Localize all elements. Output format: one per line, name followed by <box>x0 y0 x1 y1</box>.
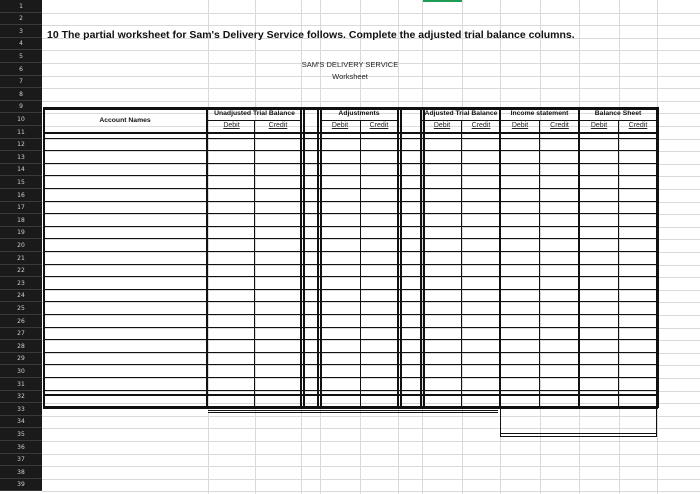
border-line <box>400 107 402 408</box>
border-line <box>43 138 658 139</box>
row-gridline <box>42 101 700 102</box>
row-gridline <box>42 189 700 190</box>
border-line <box>500 436 657 437</box>
border-line <box>656 408 657 436</box>
row-number[interactable]: 25 <box>0 302 42 315</box>
row-number[interactable]: 7 <box>0 76 42 88</box>
row-gridline <box>42 290 700 291</box>
adjusted-trial-balance-header: Adjusted Trial Balance <box>424 110 498 117</box>
border-line <box>423 107 425 408</box>
border-line <box>43 276 658 277</box>
border-line <box>208 120 300 121</box>
row-gridline <box>42 265 700 266</box>
row-gridline <box>42 416 700 417</box>
column-gridline <box>540 0 541 494</box>
column-gridline <box>619 0 620 494</box>
row-number[interactable]: 6 <box>0 63 42 76</box>
row-gridline <box>42 214 700 215</box>
company-name: SAM'S DELIVERY SERVICE <box>301 60 399 69</box>
bs-credit-label: Credit <box>628 122 648 129</box>
row-gridline <box>42 239 700 240</box>
bs-debit-label: Debit <box>590 122 608 129</box>
border-line <box>206 107 208 408</box>
utb-credit-label: Credit <box>268 122 288 129</box>
active-column-indicator <box>422 0 462 2</box>
row-number[interactable]: 37 <box>0 454 42 466</box>
row-gridline <box>42 151 700 152</box>
row-gridline <box>42 176 700 177</box>
border-line <box>43 201 658 202</box>
row-number[interactable]: 16 <box>0 189 42 202</box>
row-number[interactable]: 11 <box>0 126 42 139</box>
border-line <box>500 433 657 434</box>
is-debit-label: Debit <box>511 122 529 129</box>
border-line <box>43 301 658 302</box>
income-statement-header: Income statement <box>510 110 569 117</box>
row-gridline <box>42 50 700 51</box>
column-gridline <box>255 0 256 494</box>
column-gridline <box>462 0 463 494</box>
border-line <box>43 132 658 134</box>
row-number[interactable]: 22 <box>0 265 42 277</box>
row-gridline <box>42 428 700 429</box>
adjustments-header: Adjustments <box>338 110 380 117</box>
unadjusted-trial-balance-header: Unadjusted Trial Balance <box>214 110 295 117</box>
row-gridline <box>42 353 700 354</box>
border-line <box>500 120 578 121</box>
row-number[interactable]: 9 <box>0 101 42 113</box>
row-number[interactable]: 21 <box>0 252 42 265</box>
row-gridline <box>42 139 700 140</box>
row-number[interactable]: 5 <box>0 50 42 63</box>
row-number[interactable]: 19 <box>0 227 42 239</box>
row-number[interactable]: 3 <box>0 25 42 38</box>
account-names-header: Account Names <box>99 117 151 124</box>
row-number[interactable]: 36 <box>0 441 42 454</box>
row-gridline <box>42 202 700 203</box>
row-gridline <box>42 454 700 455</box>
border-line <box>43 163 658 164</box>
border-line <box>43 107 45 408</box>
row-number[interactable]: 33 <box>0 403 42 416</box>
border-line <box>43 238 658 239</box>
border-line <box>43 364 658 365</box>
border-line <box>500 408 501 436</box>
border-line <box>43 314 658 315</box>
row-number[interactable]: 30 <box>0 365 42 378</box>
row-gridline <box>42 491 700 492</box>
row-gridline <box>42 277 700 278</box>
row-number[interactable]: 1 <box>0 0 42 13</box>
border-line <box>317 107 319 408</box>
row-gridline <box>42 328 700 329</box>
border-line <box>300 107 302 408</box>
row-gridline <box>42 227 700 228</box>
border-line <box>43 339 658 340</box>
row-number[interactable]: 29 <box>0 353 42 365</box>
border-line <box>43 327 658 328</box>
row-number[interactable]: 8 <box>0 88 42 101</box>
row-number[interactable]: 27 <box>0 328 42 340</box>
row-number[interactable]: 32 <box>0 391 42 403</box>
border-line <box>578 107 580 408</box>
border-line <box>43 226 658 227</box>
row-number[interactable]: 10 <box>0 113 42 126</box>
is-credit-label: Credit <box>550 122 569 129</box>
row-number[interactable]: 35 <box>0 428 42 441</box>
row-number[interactable]: 28 <box>0 340 42 353</box>
border-line <box>208 412 498 413</box>
row-number[interactable]: 20 <box>0 239 42 252</box>
border-line <box>422 120 499 121</box>
row-number[interactable]: 4 <box>0 38 42 50</box>
atb-credit-label: Credit <box>471 122 491 129</box>
worksheet-title: 10 The partial worksheet for Sam's Delivery Service follows. Complete the adjusted trial balance columns. <box>47 29 575 41</box>
row-number[interactable]: 39 <box>0 479 42 491</box>
row-gridline <box>42 378 700 379</box>
border-line <box>303 107 305 408</box>
row-number[interactable]: 24 <box>0 290 42 302</box>
row-number[interactable]: 17 <box>0 202 42 214</box>
row-gridline <box>42 479 700 480</box>
report-name: Worksheet <box>332 72 368 81</box>
row-number[interactable]: 12 <box>0 139 42 151</box>
border-line <box>320 120 397 121</box>
row-gridline <box>42 315 700 316</box>
utb-debit-label: Debit <box>223 122 240 129</box>
border-line <box>43 188 658 189</box>
row-gridline <box>42 164 700 165</box>
row-gridline <box>42 340 700 341</box>
border-line <box>43 289 658 290</box>
row-gridline <box>42 403 700 404</box>
row-gridline <box>42 13 700 14</box>
border-line <box>320 107 322 408</box>
row-number[interactable]: 15 <box>0 176 42 189</box>
border-line <box>397 107 399 408</box>
row-number[interactable]: 14 <box>0 164 42 176</box>
adj-credit-label: Credit <box>369 122 389 129</box>
row-number[interactable]: 38 <box>0 466 42 479</box>
row-number[interactable]: 26 <box>0 315 42 328</box>
border-line <box>43 377 658 378</box>
border-line <box>420 107 422 408</box>
row-number[interactable]: 2 <box>0 13 42 25</box>
border-line <box>43 394 658 396</box>
border-line <box>43 264 658 265</box>
balance-sheet-header: Balance Sheet <box>594 110 642 117</box>
row-gridline <box>42 88 700 89</box>
row-gridline <box>42 302 700 303</box>
row-gridline <box>42 365 700 366</box>
atb-debit-label: Debit <box>433 122 451 129</box>
border-line <box>43 150 658 151</box>
row-gridline <box>42 466 700 467</box>
border-line <box>43 175 658 176</box>
row-number[interactable]: 31 <box>0 378 42 391</box>
row-number[interactable]: 23 <box>0 277 42 290</box>
border-line <box>43 390 658 391</box>
row-gridline <box>42 25 700 26</box>
border-line <box>43 213 658 214</box>
row-gridline <box>42 252 700 253</box>
border-line <box>43 251 658 252</box>
row-number[interactable]: 13 <box>0 151 42 164</box>
border-line <box>499 107 501 408</box>
row-gridline <box>42 391 700 392</box>
column-gridline <box>208 0 209 494</box>
border-line <box>43 406 658 409</box>
row-number[interactable]: 34 <box>0 416 42 428</box>
border-line <box>579 120 657 121</box>
border-line <box>656 107 659 408</box>
row-number[interactable]: 18 <box>0 214 42 227</box>
border-line <box>208 410 498 411</box>
row-gridline <box>42 441 700 442</box>
border-line <box>43 352 658 353</box>
adj-debit-label: Debit <box>331 122 349 129</box>
